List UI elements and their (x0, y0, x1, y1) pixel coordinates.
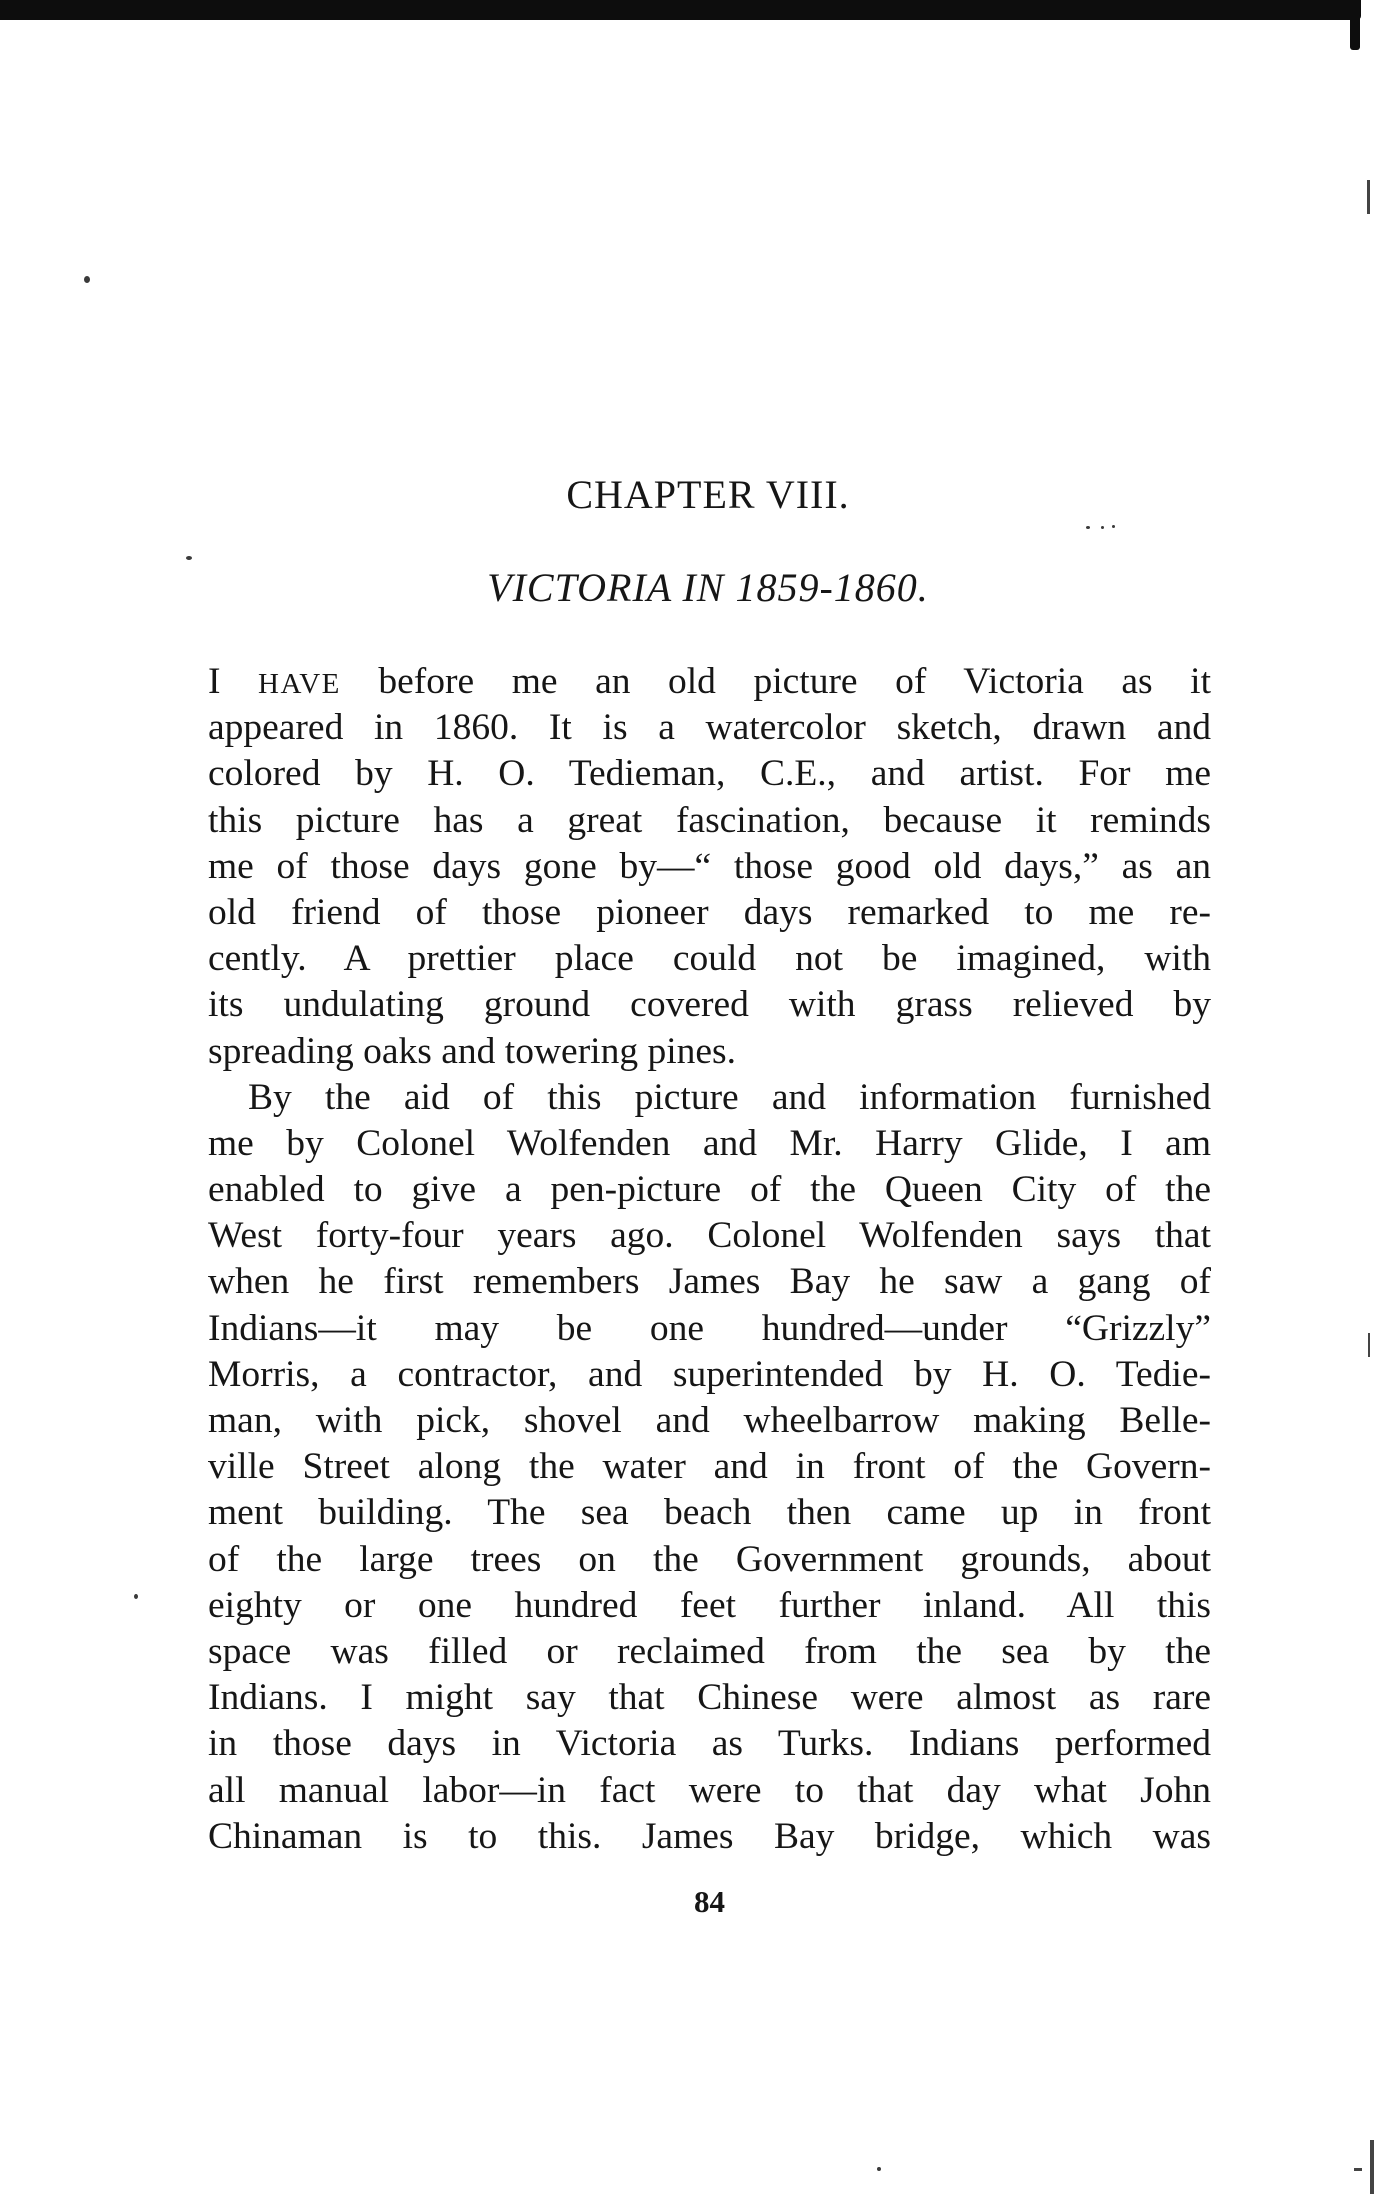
scan-speck (1086, 526, 1090, 529)
scan-mark (1354, 2168, 1362, 2171)
text-line: ment building. The sea beach then came up in front (208, 1492, 1211, 1534)
text-line: Chinaman is to this. James Bay bridge, which was (208, 1815, 1211, 1857)
text-line: old friend of those pioneer days remarked to me re- (208, 891, 1211, 933)
top-scan-rule (0, 0, 1361, 20)
text-line: me by Colonel Wolfenden and Mr. Harry Glide, I am (208, 1122, 1211, 1164)
paragraph-1 (208, 659, 1211, 1075)
scan-speck (84, 276, 90, 283)
text-line: ville Street along the water and in front of the Govern- (208, 1446, 1211, 1488)
paragraph-2 (208, 1075, 1211, 1860)
top-scan-rule-hook (1350, 14, 1360, 50)
text-line: in those days in Victoria as Turks. Indians performed (208, 1723, 1211, 1765)
text-line: Indians—it may be one hundred—under “Grizzly” (208, 1307, 1211, 1349)
text-line: By the aid of this picture and information furnished (248, 1076, 1211, 1118)
page-number: 84 (694, 1884, 725, 1919)
lead-smallcaps: HAVE (258, 668, 341, 700)
text-line: appeared in 1860. It is a watercolor sketch, drawn and (208, 707, 1211, 749)
text-line: this picture has a great fascination, because it reminds (208, 799, 1211, 841)
scan-speck (186, 556, 192, 560)
text-line: when he first remembers James Bay he saw a gang of (208, 1261, 1211, 1303)
text-line: enabled to give a pen-picture of the Queen City of the (208, 1169, 1211, 1211)
scan-mark (1367, 180, 1370, 214)
text-line: space was filled or reclaimed from the sea by the (208, 1630, 1211, 1672)
chapter-subheading: VICTORIA IN 1859-1860. (487, 565, 929, 610)
text-line: spreading oaks and towering pines. (208, 1030, 737, 1072)
text-line: me of those days gone by—“ those good old days,” as an (208, 845, 1211, 887)
text-line: cently. A prettier place could not be imagined, with (208, 938, 1211, 980)
scan-speck (1101, 526, 1104, 529)
text-line: colored by H. O. Tedieman, C.E., and artist. For me (208, 753, 1211, 795)
scan-speck (1112, 525, 1115, 528)
text-line (208, 659, 1211, 705)
text-line: eighty or one hundred feet further inland. All this (208, 1584, 1211, 1626)
scan-speck (877, 2167, 881, 2171)
text-line: West forty-four years ago. Colonel Wolfenden says that (208, 1215, 1211, 1257)
text-line: Indians. I might say that Chinese were almost as rare (208, 1677, 1211, 1719)
text-line: Morris, a contractor, and superintended by H. O. Tedie- (208, 1353, 1211, 1395)
body-text (208, 659, 1211, 1860)
text-line: of the large trees on the Government grounds, about (208, 1538, 1211, 1580)
scan-mark (1370, 2140, 1374, 2194)
chapter-heading: CHAPTER VIII. (566, 472, 850, 517)
lead-word: I (208, 661, 221, 702)
scan-speck (134, 1594, 138, 1599)
text-line-rest: before me an old picture of Victoria as it (340, 661, 1211, 702)
text-line: its undulating ground covered with grass relieved by (208, 984, 1211, 1026)
text-line: man, with pick, shovel and wheelbarrow making Belle- (208, 1400, 1211, 1441)
text-line: all manual labor—in fact were to that day what John (208, 1769, 1211, 1811)
scan-mark (1368, 1333, 1370, 1357)
